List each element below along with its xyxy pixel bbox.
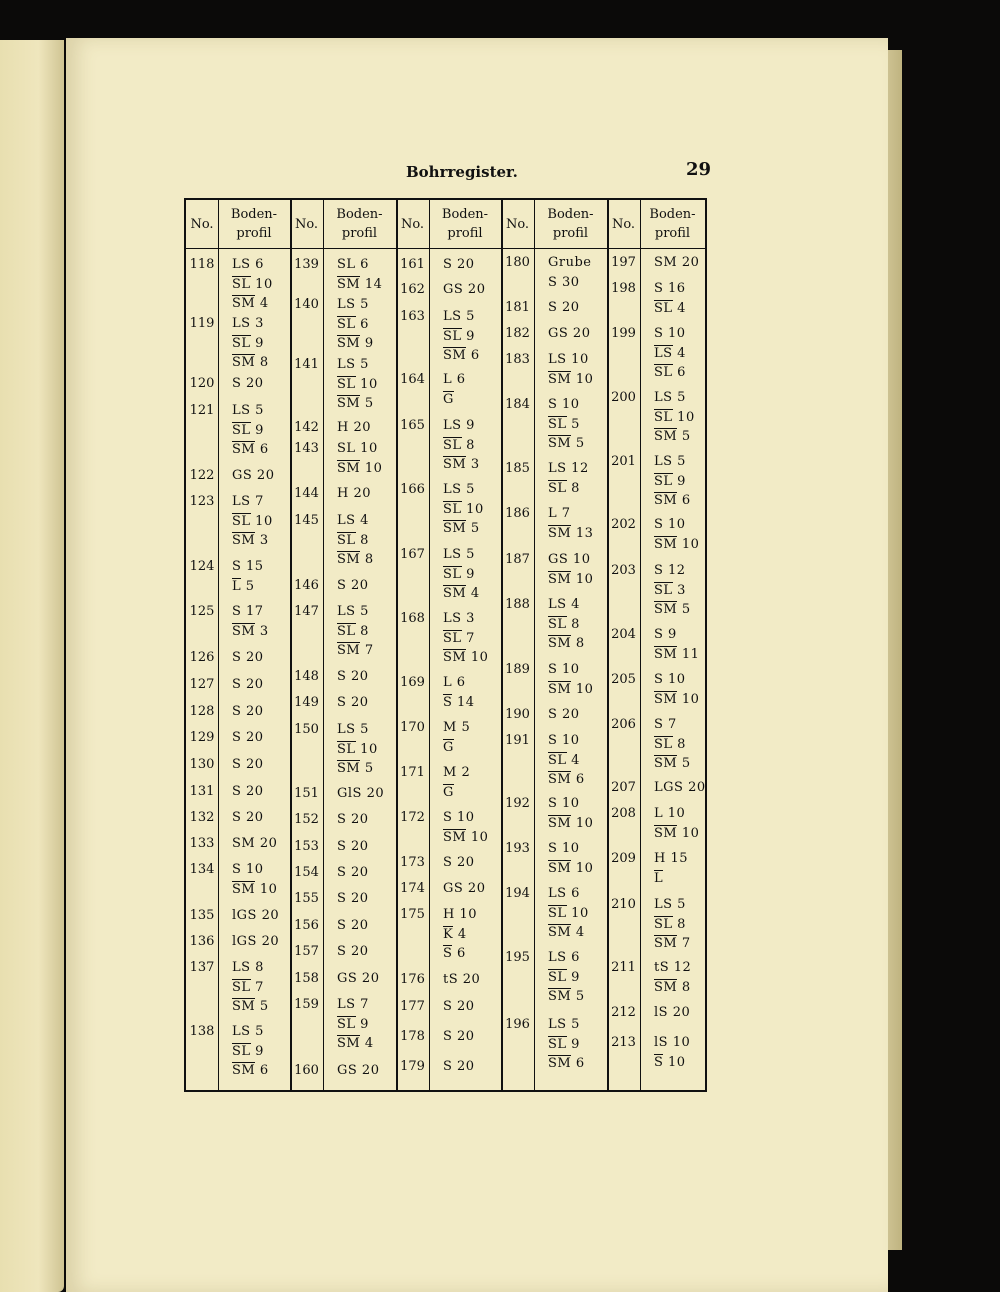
boring-number: 144 xyxy=(294,486,319,501)
soil-layer: SM 6 xyxy=(654,493,691,508)
soil-layer: S 16 xyxy=(654,281,686,296)
soil-layer: SM 5 xyxy=(337,761,374,776)
header-no: No. xyxy=(190,216,214,232)
soil-layer: G xyxy=(443,391,454,407)
boring-number: 198 xyxy=(611,281,636,296)
boring-number: 174 xyxy=(400,881,425,896)
boring-number: 127 xyxy=(189,677,215,692)
soil-layer: L 10 xyxy=(654,806,686,821)
soil-layer: SL 9 xyxy=(443,328,475,344)
soil-layer: L 7 xyxy=(548,506,571,521)
soil-layer: LS 8 xyxy=(232,960,264,975)
soil-layer: G xyxy=(443,784,454,800)
soil-layer: SM 3 xyxy=(232,533,269,548)
soil-layer: SM 20 xyxy=(232,836,278,851)
page-number: 29 xyxy=(686,159,712,180)
soil-layer: SL 4 xyxy=(654,300,686,316)
soil-layer: SM 10 xyxy=(654,691,700,707)
no-column-divider xyxy=(429,200,430,1090)
header-rule xyxy=(186,248,705,249)
soil-layer: SL 8 xyxy=(654,916,686,932)
soil-layer: SM 10 xyxy=(548,371,594,387)
soil-layer: tS 20 xyxy=(443,972,481,987)
soil-layer: GS 20 xyxy=(443,881,486,896)
boring-number: 118 xyxy=(189,257,215,272)
boring-number: 135 xyxy=(189,908,215,923)
soil-layer: SM 6 xyxy=(232,442,269,457)
soil-layer: S 20 xyxy=(337,695,369,710)
soil-layer: S 20 xyxy=(443,855,475,870)
header-bodenprofil: Boden- profil xyxy=(336,207,383,241)
soil-layer: S 20 xyxy=(232,810,264,825)
boring-number: 130 xyxy=(189,757,215,772)
soil-layer: LS 5 xyxy=(337,357,369,372)
boring-number: 139 xyxy=(294,257,319,272)
header-bodenprofil: Boden- profil xyxy=(441,207,489,241)
boring-number: 154 xyxy=(294,865,319,880)
soil-layer: S 20 xyxy=(337,918,369,933)
header-bodenprofil: Boden- profil xyxy=(649,207,696,241)
soil-layer: S 20 xyxy=(337,891,369,906)
soil-layer: SM 3 xyxy=(232,623,269,639)
boring-number: 180 xyxy=(505,255,530,270)
boring-number: 202 xyxy=(611,517,636,532)
boring-number: 132 xyxy=(189,810,215,825)
soil-layer: S 10 xyxy=(443,810,475,825)
soil-layer: SM 6 xyxy=(232,1063,269,1078)
soil-layer: SM 10 xyxy=(548,860,594,876)
soil-layer: GS 20 xyxy=(337,971,380,986)
header-no: No. xyxy=(505,216,530,232)
soil-layer: K 4 xyxy=(443,926,467,942)
no-column-divider xyxy=(534,200,535,1090)
soil-layer: SM 7 xyxy=(654,936,691,951)
soil-layer: SL 8 xyxy=(443,437,475,453)
soil-layer: tS 12 xyxy=(654,960,692,975)
soil-layer: H 15 xyxy=(654,851,689,866)
soil-layer: SM 6 xyxy=(443,348,480,363)
boring-number: 128 xyxy=(189,704,215,719)
soil-layer: SM 5 xyxy=(654,756,691,771)
boring-number: 141 xyxy=(294,357,319,372)
soil-layer: S 10 xyxy=(548,397,580,412)
boring-number: 138 xyxy=(189,1024,215,1039)
boring-number: 143 xyxy=(294,441,319,456)
boring-number: 211 xyxy=(611,960,636,975)
soil-layer: LS 5 xyxy=(232,403,264,418)
soil-layer: SL 6 xyxy=(337,257,369,272)
boring-number: 166 xyxy=(400,482,425,497)
soil-layer: SM 10 xyxy=(548,681,594,697)
soil-layer: S 9 xyxy=(654,627,677,642)
boring-number: 163 xyxy=(400,309,425,324)
soil-layer: lGS 20 xyxy=(232,908,280,923)
boring-number: 171 xyxy=(400,765,425,780)
soil-layer: SM 10 xyxy=(654,825,700,841)
soil-layer: LS 6 xyxy=(548,950,580,965)
soil-layer: LS 3 xyxy=(443,611,475,626)
soil-layer: S 20 xyxy=(232,677,264,692)
soil-layer: L xyxy=(654,870,664,886)
soil-layer: S 10 xyxy=(654,517,686,532)
soil-layer: LS 9 xyxy=(443,418,475,433)
soil-layer: S 20 xyxy=(337,865,369,880)
soil-layer: SL 9 xyxy=(548,969,580,985)
soil-layer: LS 5 xyxy=(443,482,475,497)
soil-layer: S 10 xyxy=(654,1054,686,1070)
soil-layer: lS 20 xyxy=(654,1005,691,1020)
header-bodenprofil: Boden- profil xyxy=(547,207,594,241)
soil-layer: SL 8 xyxy=(548,616,580,632)
boring-number: 194 xyxy=(505,886,530,901)
boring-number: 185 xyxy=(505,461,530,476)
soil-layer: SM 20 xyxy=(654,255,700,270)
soil-layer: SL 10 xyxy=(337,741,378,757)
soil-layer: SM 6 xyxy=(548,1056,585,1071)
soil-layer: SM 9 xyxy=(337,336,374,351)
boring-number: 200 xyxy=(611,390,636,405)
boring-number: 213 xyxy=(611,1035,636,1050)
soil-layer: LS 5 xyxy=(232,1024,264,1039)
soil-layer: lGS 20 xyxy=(232,934,280,949)
boring-number: 173 xyxy=(400,855,425,870)
boring-number: 159 xyxy=(294,997,319,1012)
no-column-divider xyxy=(640,200,641,1090)
soil-layer: SM 10 xyxy=(548,815,594,831)
soil-layer: S 30 xyxy=(548,274,580,290)
soil-layer: LS 12 xyxy=(548,461,589,476)
boring-number: 169 xyxy=(400,675,425,690)
boring-number: 183 xyxy=(505,352,530,367)
group-divider xyxy=(396,200,398,1090)
boring-number: 170 xyxy=(400,720,425,735)
soil-layer: LS 4 xyxy=(654,345,686,361)
soil-layer: H 10 xyxy=(443,907,478,922)
boring-number: 199 xyxy=(611,326,636,341)
soil-layer: LS 5 xyxy=(654,390,686,405)
boring-number: 210 xyxy=(611,897,636,912)
soil-layer: SM 10 xyxy=(443,650,489,665)
soil-layer: SL 4 xyxy=(548,752,580,768)
soil-layer: SL 6 xyxy=(337,316,369,332)
soil-layer: S 20 xyxy=(232,730,264,745)
soil-layer: SL 6 xyxy=(654,365,686,380)
soil-layer: SM 5 xyxy=(232,999,269,1014)
boring-number: 147 xyxy=(294,604,319,619)
boring-number: 162 xyxy=(400,282,425,297)
soil-layer: S 20 xyxy=(548,300,580,315)
boring-number: 178 xyxy=(400,1029,425,1044)
boring-number: 151 xyxy=(294,786,319,801)
boring-number: 172 xyxy=(400,810,425,825)
boring-number: 153 xyxy=(294,839,319,854)
boring-number: 190 xyxy=(505,707,530,722)
boring-number: 165 xyxy=(400,418,425,433)
boring-number: 146 xyxy=(294,578,319,593)
soil-layer: SM 10 xyxy=(443,829,489,845)
soil-layer: LS 5 xyxy=(337,297,369,312)
soil-layer: S 20 xyxy=(443,1059,475,1074)
soil-layer: GS 20 xyxy=(443,282,486,297)
boring-number: 124 xyxy=(189,559,215,574)
soil-layer: SM 5 xyxy=(654,429,691,444)
soil-layer: GS 20 xyxy=(337,1063,380,1078)
soil-layer: SM 5 xyxy=(548,989,585,1004)
bohrregister-table xyxy=(184,198,707,1092)
soil-layer: LS 7 xyxy=(232,494,264,509)
boring-number: 182 xyxy=(505,326,530,341)
boring-number: 204 xyxy=(611,627,636,642)
boring-number: 175 xyxy=(400,907,425,922)
boring-number: 176 xyxy=(400,972,425,987)
boring-number: 189 xyxy=(505,662,530,677)
soil-layer: S 20 xyxy=(232,784,264,799)
soil-layer: SL 9 xyxy=(443,566,475,582)
boring-number: 120 xyxy=(189,376,215,391)
soil-layer: S 20 xyxy=(443,257,475,272)
soil-layer: S 20 xyxy=(337,578,369,593)
boring-number: 186 xyxy=(505,506,530,521)
soil-layer: H 20 xyxy=(337,486,372,501)
soil-layer: SM 11 xyxy=(654,646,700,662)
boring-number: 142 xyxy=(294,420,319,435)
boring-number: 188 xyxy=(505,597,530,612)
boring-number: 155 xyxy=(294,891,319,906)
soil-layer: S 7 xyxy=(654,717,677,732)
soil-layer: SM 10 xyxy=(548,571,594,587)
soil-layer: Grube xyxy=(548,255,592,270)
soil-layer: LS 3 xyxy=(232,316,264,331)
soil-layer: SM 14 xyxy=(337,276,383,292)
soil-layer: SM 4 xyxy=(443,586,480,601)
soil-layer: SL 3 xyxy=(654,582,686,598)
boring-number: 122 xyxy=(189,468,215,483)
boring-number: 195 xyxy=(505,950,530,965)
soil-layer: L 6 xyxy=(443,675,466,690)
boring-number: 125 xyxy=(189,604,215,619)
soil-layer: LS 5 xyxy=(337,604,369,619)
soil-layer: M 2 xyxy=(443,765,471,780)
soil-layer: L 6 xyxy=(443,372,466,387)
boring-number: 123 xyxy=(189,494,215,509)
soil-layer: SL 10 xyxy=(337,441,378,456)
soil-layer: SM 7 xyxy=(337,643,374,658)
soil-layer: SL 9 xyxy=(232,335,264,351)
soil-layer: G xyxy=(443,739,454,755)
boring-number: 157 xyxy=(294,944,319,959)
boring-number: 137 xyxy=(189,960,215,975)
soil-layer: LS 6 xyxy=(232,257,264,272)
soil-layer: LS 5 xyxy=(337,722,369,737)
soil-layer: LS 7 xyxy=(337,997,369,1012)
soil-layer: SL 10 xyxy=(548,905,589,921)
boring-number: 134 xyxy=(189,862,215,877)
boring-number: 136 xyxy=(189,934,215,949)
soil-layer: SL 9 xyxy=(232,1043,264,1059)
soil-layer: SM 4 xyxy=(548,925,585,940)
soil-layer: SM 6 xyxy=(548,772,585,787)
boring-number: 196 xyxy=(505,1017,530,1032)
boring-number: 160 xyxy=(294,1063,319,1078)
soil-layer: S 10 xyxy=(232,862,264,877)
soil-layer: SM 4 xyxy=(337,1036,374,1051)
boring-number: 119 xyxy=(189,316,215,331)
boring-number: 206 xyxy=(611,717,636,732)
soil-layer: SM 10 xyxy=(654,536,700,552)
soil-layer: SL 7 xyxy=(232,979,264,995)
soil-layer: S 10 xyxy=(548,841,580,856)
soil-layer: SL 8 xyxy=(337,532,369,548)
soil-layer: SL 9 xyxy=(654,473,686,489)
soil-layer: SM 8 xyxy=(548,636,585,651)
header-no: No. xyxy=(294,216,319,232)
boring-number: 156 xyxy=(294,918,319,933)
soil-layer: LS 5 xyxy=(654,897,686,912)
boring-number: 181 xyxy=(505,300,530,315)
soil-layer: SL 8 xyxy=(654,736,686,752)
soil-layer: SM 3 xyxy=(443,457,480,472)
soil-layer: SL 8 xyxy=(337,623,369,639)
soil-layer: SL 10 xyxy=(443,501,484,517)
soil-layer: SM 5 xyxy=(654,602,691,617)
soil-layer: S 14 xyxy=(443,694,475,710)
soil-layer: GS 20 xyxy=(232,468,275,483)
boring-number: 121 xyxy=(189,403,215,418)
boring-number: 207 xyxy=(611,780,636,795)
soil-layer: GS 20 xyxy=(548,326,591,341)
boring-number: 208 xyxy=(611,806,636,821)
soil-layer: lS 10 xyxy=(654,1035,691,1050)
boring-number: 187 xyxy=(505,552,530,567)
boring-number: 133 xyxy=(189,836,215,851)
boring-number: 126 xyxy=(189,650,215,665)
boring-number: 129 xyxy=(189,730,215,745)
soil-layer: SL 10 xyxy=(232,513,273,529)
soil-layer: L 5 xyxy=(232,578,255,594)
soil-layer: LS 5 xyxy=(443,547,475,562)
boring-number: 192 xyxy=(505,796,530,811)
soil-layer: SL 5 xyxy=(548,416,580,432)
soil-layer: S 10 xyxy=(548,733,580,748)
soil-layer: S 10 xyxy=(548,796,580,811)
soil-layer: S 20 xyxy=(337,839,369,854)
soil-layer: LS 10 xyxy=(548,352,589,367)
soil-layer: M 5 xyxy=(443,720,471,735)
boring-number: 145 xyxy=(294,513,319,528)
boring-number: 164 xyxy=(400,372,425,387)
soil-layer: S 20 xyxy=(548,707,580,722)
soil-layer: SM 13 xyxy=(548,525,594,541)
boring-number: 149 xyxy=(294,695,319,710)
soil-layer: GlS 20 xyxy=(337,786,385,801)
boring-number: 158 xyxy=(294,971,319,986)
soil-layer: S 20 xyxy=(232,650,264,665)
soil-layer: S 6 xyxy=(443,946,466,961)
soil-layer: S 20 xyxy=(443,1029,475,1044)
soil-layer: S 20 xyxy=(232,376,264,391)
soil-layer: LGS 20 xyxy=(654,780,706,795)
boring-number: 148 xyxy=(294,669,319,684)
boring-number: 161 xyxy=(400,257,425,272)
soil-layer: S 10 xyxy=(548,662,580,677)
soil-layer: LS 4 xyxy=(548,597,580,612)
left-page xyxy=(0,40,64,1292)
soil-layer: S 20 xyxy=(232,757,264,772)
soil-layer: S 20 xyxy=(337,944,369,959)
boring-number: 140 xyxy=(294,297,319,312)
soil-layer: S 15 xyxy=(232,559,264,574)
boring-number: 193 xyxy=(505,841,530,856)
boring-number: 131 xyxy=(189,784,215,799)
soil-layer: S 10 xyxy=(654,326,686,341)
soil-layer: GS 10 xyxy=(548,552,591,567)
soil-layer: SM 5 xyxy=(548,436,585,451)
soil-layer: S 20 xyxy=(443,999,475,1014)
no-column-divider xyxy=(218,200,219,1090)
soil-layer: S 12 xyxy=(654,563,686,578)
header-no: No. xyxy=(611,216,636,232)
soil-layer: SM 10 xyxy=(232,881,278,897)
soil-layer: SM 8 xyxy=(337,552,374,567)
soil-layer: LS 5 xyxy=(654,454,686,469)
boring-number: 203 xyxy=(611,563,636,578)
soil-layer: SL 9 xyxy=(337,1016,369,1032)
soil-layer: LS 6 xyxy=(548,886,580,901)
boring-number: 167 xyxy=(400,547,425,562)
soil-layer: LS 5 xyxy=(443,309,475,324)
soil-layer: H 20 xyxy=(337,420,372,435)
soil-layer: SM 4 xyxy=(232,296,269,311)
header-no: No. xyxy=(400,216,425,232)
boring-number: 150 xyxy=(294,722,319,737)
boring-number: 197 xyxy=(611,255,636,270)
soil-layer: S 20 xyxy=(337,669,369,684)
soil-layer: SM 8 xyxy=(654,979,691,995)
header-bodenprofil: Boden- profil xyxy=(230,207,278,241)
soil-layer: SL 10 xyxy=(232,276,273,292)
boring-number: 209 xyxy=(611,851,636,866)
soil-layer: SL 8 xyxy=(548,480,580,496)
boring-number: 168 xyxy=(400,611,425,626)
boring-number: 212 xyxy=(611,1005,636,1020)
boring-number: 191 xyxy=(505,733,530,748)
boring-number: 152 xyxy=(294,812,319,827)
soil-layer: SL 10 xyxy=(337,376,378,392)
soil-layer: SL 7 xyxy=(443,630,475,646)
soil-layer: SM 5 xyxy=(443,521,480,536)
running-head: Bohrregister. xyxy=(406,163,518,181)
boring-number: 201 xyxy=(611,454,636,469)
soil-layer: SM 10 xyxy=(337,460,383,476)
boring-number: 177 xyxy=(400,999,425,1014)
boring-number: 179 xyxy=(400,1059,425,1074)
soil-layer: SM 8 xyxy=(232,355,269,370)
soil-layer: SL 9 xyxy=(232,422,264,438)
no-column-divider xyxy=(323,200,324,1090)
soil-layer: SL 9 xyxy=(548,1036,580,1052)
soil-layer: S 10 xyxy=(654,672,686,687)
soil-layer: LS 5 xyxy=(548,1017,580,1032)
soil-layer: LS 4 xyxy=(337,513,369,528)
soil-layer: S 20 xyxy=(232,704,264,719)
boring-number: 205 xyxy=(611,672,636,687)
boring-number: 184 xyxy=(505,397,530,412)
soil-layer: SM 5 xyxy=(337,396,374,411)
soil-layer: S 17 xyxy=(232,604,264,619)
soil-layer: S 20 xyxy=(337,812,369,827)
soil-layer: SL 10 xyxy=(654,409,695,425)
